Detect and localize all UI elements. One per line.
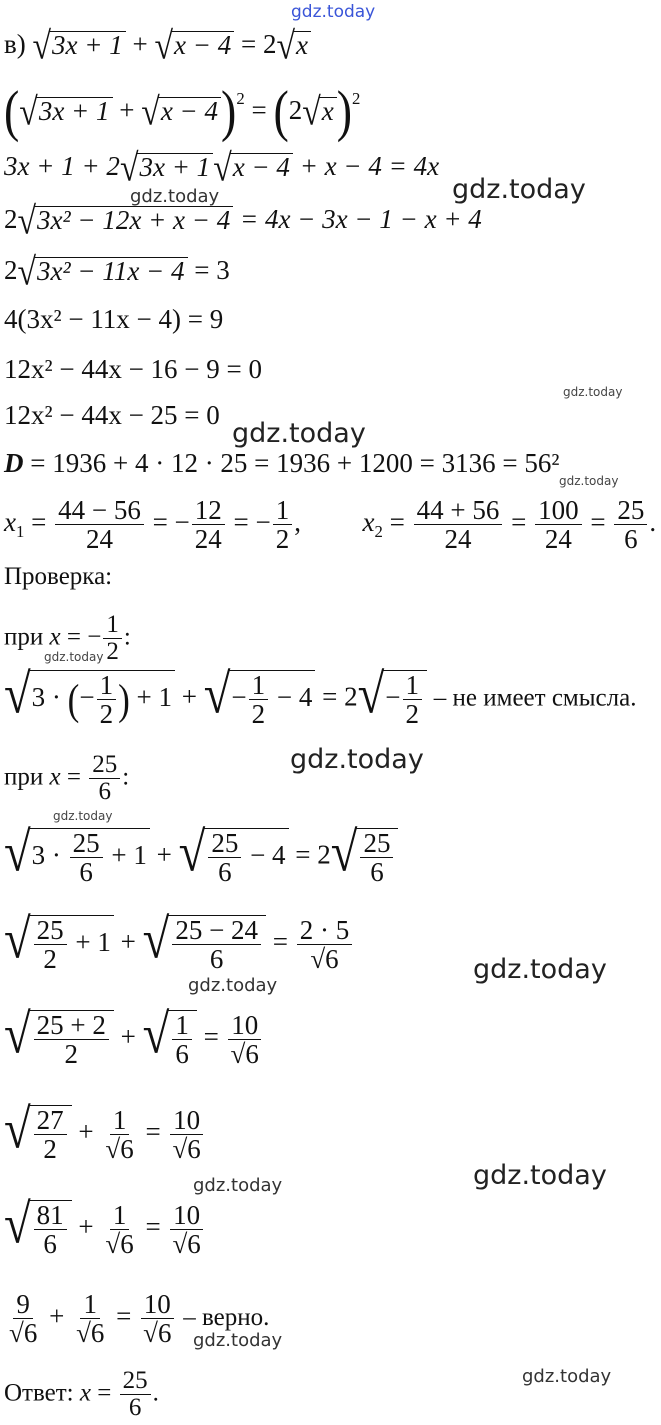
radical: √x — [276, 30, 311, 64]
check-case-2: при x = $\frac{25}{6}$ : — [4, 751, 130, 806]
check-2-step-3: √ $\frac{27}{2}$ + $\frac{1}{√6}$ = $\frac{10}{√6}$ — [4, 1105, 206, 1164]
check-2-step-4: √ $\frac{81}{6}$ + $\frac{1}{√6}$ = $\frac{10}{√6}$ — [4, 1200, 206, 1259]
watermark: gdz.today — [473, 1160, 607, 1191]
discriminant: D = 1936 + 4 · 12 · 25 = 1936 + 1200 = 3136 = 56² — [4, 448, 560, 478]
radical: √3x + 1 — [33, 30, 126, 64]
problem-label: в) — [4, 29, 26, 60]
step-simplify: 2√3x² − 11x − 4 = 3 — [4, 251, 230, 294]
step-squared-again: 4(3x² − 11x − 4) = 9 — [4, 304, 224, 334]
problem-equation: в) √3x + 1 + √x − 4 = 2√x — [4, 30, 311, 64]
check-1-substitution: √3 · (− $\frac{1}{2}$ ) + 1 + √− $\frac{1}{2}$ − 4 = 2√− $\frac{1}{2}$ – не имеет смысла. — [4, 662, 637, 730]
check-2-substitution: √3 · $\frac{25}{6}$ + 1 + √ $\frac{25}{6}$ − 4 = 2√ $\frac{25}{6}$ — [4, 828, 398, 887]
watermark: gdz.today — [193, 1175, 283, 1196]
step-isolate: 2√3x² − 12x + x − 4 = 4x − 3x − 1 − x + 4 — [4, 200, 482, 243]
roots: $x_1$ = $\frac{44 - 56}{24}$ = − $\frac{12}{24}$ = − $\frac{1}{2}$ , $x_2$ = $\frac{44 + 56}{24}$ = $\frac{100}{24}$ = $\frac{25}{6}$ . — [4, 495, 657, 555]
answer: Ответ: x = $\frac{25}{6}$ . — [4, 1367, 159, 1422]
watermark-top: gdz.today — [291, 2, 376, 22]
watermark: gdz.today — [563, 385, 623, 399]
check-2-result: $\frac{9}{√6}$ + $\frac{1}{√6}$ = $\frac{10}{√6}$ – верно. — [9, 1289, 270, 1349]
check-2-step-2: √ $\frac{25 + 2}{2}$ + √ $\frac{1}{6}$ = $\frac{10}{√6}$ — [4, 1010, 264, 1069]
watermark: gdz.today — [193, 1330, 283, 1351]
watermark: gdz.today — [522, 1366, 612, 1387]
watermark: gdz.today — [290, 744, 424, 775]
watermark: gdz.today — [53, 809, 113, 823]
watermark: gdz.today — [473, 954, 607, 985]
radical: √x − 4 — [154, 30, 234, 64]
watermark: gdz.today — [232, 418, 366, 449]
step-quadratic: 12x² − 44x − 25 = 0 — [4, 400, 220, 430]
check-case-1: при x = − $\frac{1}{2}$ : — [4, 611, 131, 666]
check-2-step-1: √ $\frac{25}{2}$ + 1 + √ $\frac{25 - 24}{6}$ = $\frac{2 \cdot 5}{√6}$ — [4, 915, 354, 974]
check-title: Проверка: — [4, 563, 113, 590]
step-expand: 3x + 1 + 2√3x + 1√x − 4 + x − 4 = 4x — [4, 147, 440, 190]
watermark: gdz.today — [452, 174, 586, 205]
step-square: $(√3x + 1 + √x - 4)^2 = (2√x)^2$ — [4, 78, 361, 143]
watermark: gdz.today — [44, 650, 104, 664]
watermark: gdz.today — [130, 186, 220, 207]
watermark: gdz.today — [559, 474, 619, 488]
step-expand-quadratic: 12x² − 44x − 16 − 9 = 0 — [4, 354, 263, 384]
watermark: gdz.today — [188, 975, 278, 996]
